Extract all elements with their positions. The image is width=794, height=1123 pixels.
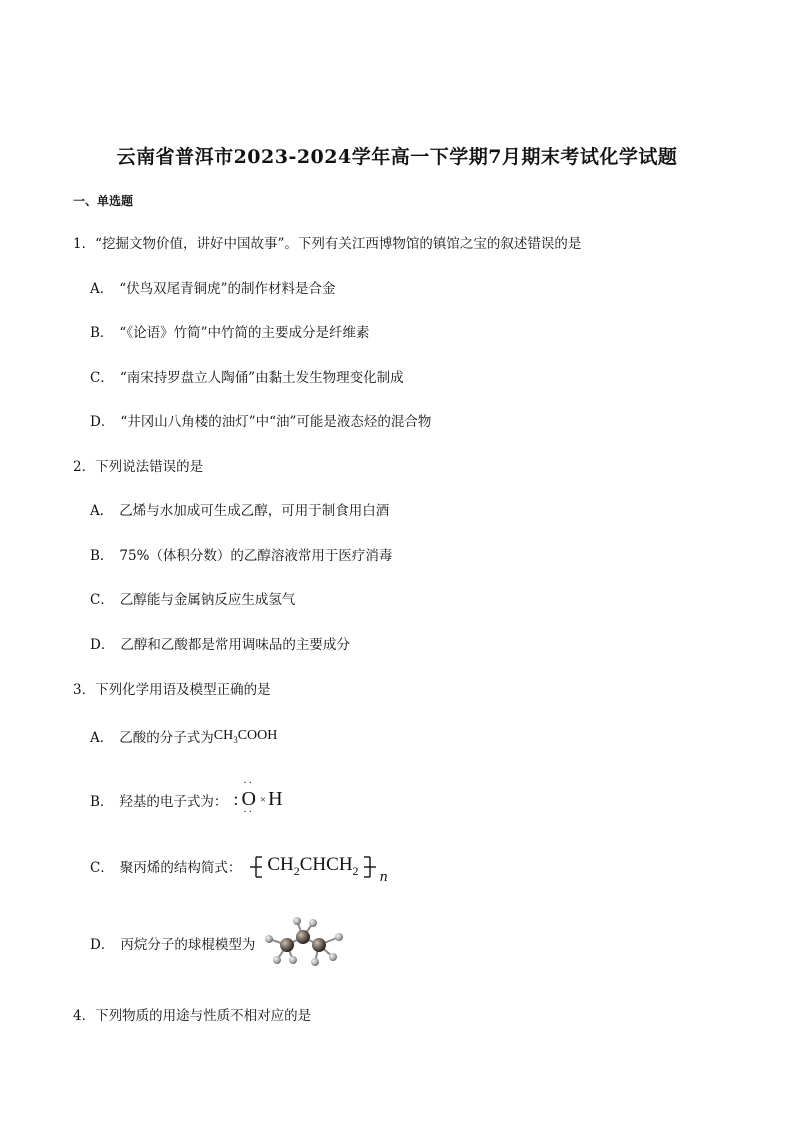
formula-subscript: 2 [352, 863, 359, 878]
option-text: “南宋持罗盘立人陶俑”由黏土发生物理变化制成 [119, 370, 404, 386]
option-label: B． [90, 548, 114, 564]
question-number: 3． [73, 682, 96, 698]
acetic-acid-formula [214, 728, 278, 745]
option-text: “井冈山八角楼的油灯”中“油”可能是液态烃的混合物 [120, 414, 432, 430]
lone-pair-dots: ·· [243, 778, 254, 789]
question-3-stem [73, 678, 271, 698]
oxygen-atom [239, 778, 257, 818]
option-text: “《论语》竹简”中竹简的主要成分是纤维素 [119, 325, 370, 341]
atom-symbol: O [241, 788, 256, 810]
question-4-stem [73, 1004, 311, 1024]
formula-part: CHCH [299, 854, 353, 875]
carbon-atoms [280, 930, 326, 952]
option-label: A． [90, 503, 114, 519]
question-2-option-b [90, 544, 392, 564]
question-number: 4． [73, 1008, 96, 1024]
polymer-repeat-unit [267, 854, 358, 879]
formula-subscript: 2 [293, 863, 300, 878]
question-1-option-c [90, 366, 404, 386]
question-1-option-b [90, 321, 369, 341]
option-text: 乙醇和乙酸都是常用调味品的主要成分 [120, 637, 350, 653]
option-text: 乙酸的分子式为 [119, 730, 214, 746]
formula-part: COOH [237, 727, 278, 743]
option-text: 乙醇能与金属钠反应生成氢气 [119, 592, 296, 608]
option-label: D． [90, 637, 115, 653]
option-text: 丙烷分子的球棍模型为 [120, 937, 256, 953]
propane-ball-stick-model [259, 912, 351, 974]
question-1-stem [73, 232, 581, 252]
question-2-stem [73, 455, 203, 475]
question-text: “挖掘文物价值，讲好中国故事”。下列有关江西博物馆的镇馆之宝的叙述错误的是 [95, 236, 582, 252]
left-bracket-icon [247, 855, 263, 879]
right-bracket-icon [363, 855, 379, 879]
option-label: A． [90, 281, 114, 297]
section-heading: 一、单选题 [73, 194, 134, 208]
option-label: C． [90, 860, 114, 877]
option-text: 聚丙烯的结构简式： [119, 860, 242, 877]
option-label: C． [90, 370, 114, 386]
option-label: D． [90, 414, 115, 430]
formula-part: CH [267, 854, 294, 875]
question-1-option-d [90, 410, 431, 430]
option-label: B． [90, 793, 114, 810]
question-number: 1． [73, 236, 96, 252]
option-text: 羟基的电子式为： [119, 793, 228, 810]
polymer-degree: n [379, 869, 388, 885]
question-3-option-d [90, 912, 351, 974]
option-label: A． [90, 730, 114, 746]
question-number: 2． [73, 459, 96, 475]
page-title: 云南省普洱市2023-2024学年高一下学期7月期末考试化学试题 [116, 146, 678, 168]
option-label: B． [90, 325, 114, 341]
question-2-option-c [90, 588, 295, 608]
option-label: C． [90, 592, 114, 608]
polypropylene-structure [247, 854, 388, 885]
question-2-option-d [90, 633, 350, 653]
question-2-option-a [90, 499, 389, 519]
question-3-option-c [90, 854, 388, 885]
question-3-option-a [90, 726, 277, 746]
option-text: 乙烯与水加成可生成乙醇，可用于制食用白酒 [119, 503, 390, 519]
question-3-option-b [90, 778, 283, 818]
question-text: 下列物质的用途与性质不相对应的是 [95, 1008, 312, 1024]
formula-part: CH [213, 727, 234, 743]
option-text: 75%（体积分数）的乙醇溶液常用于医疗消毒 [119, 548, 393, 564]
atom-symbol: H [268, 788, 283, 810]
shared-electron-cross: × [259, 793, 267, 806]
lone-pair-dots: ·· [243, 807, 254, 818]
hydroxyl-electron-formula [233, 778, 283, 818]
option-label: D． [90, 937, 115, 953]
question-text: 下列说法错误的是 [95, 459, 204, 475]
lone-pair-dots: : [233, 789, 239, 809]
option-text: “伏鸟双尾青铜虎”的制作材料是合金 [119, 281, 336, 297]
formula-subscript: 3 [233, 734, 238, 745]
question-1-option-a [90, 277, 336, 297]
question-text: 下列化学用语及模型正确的是 [95, 682, 271, 698]
